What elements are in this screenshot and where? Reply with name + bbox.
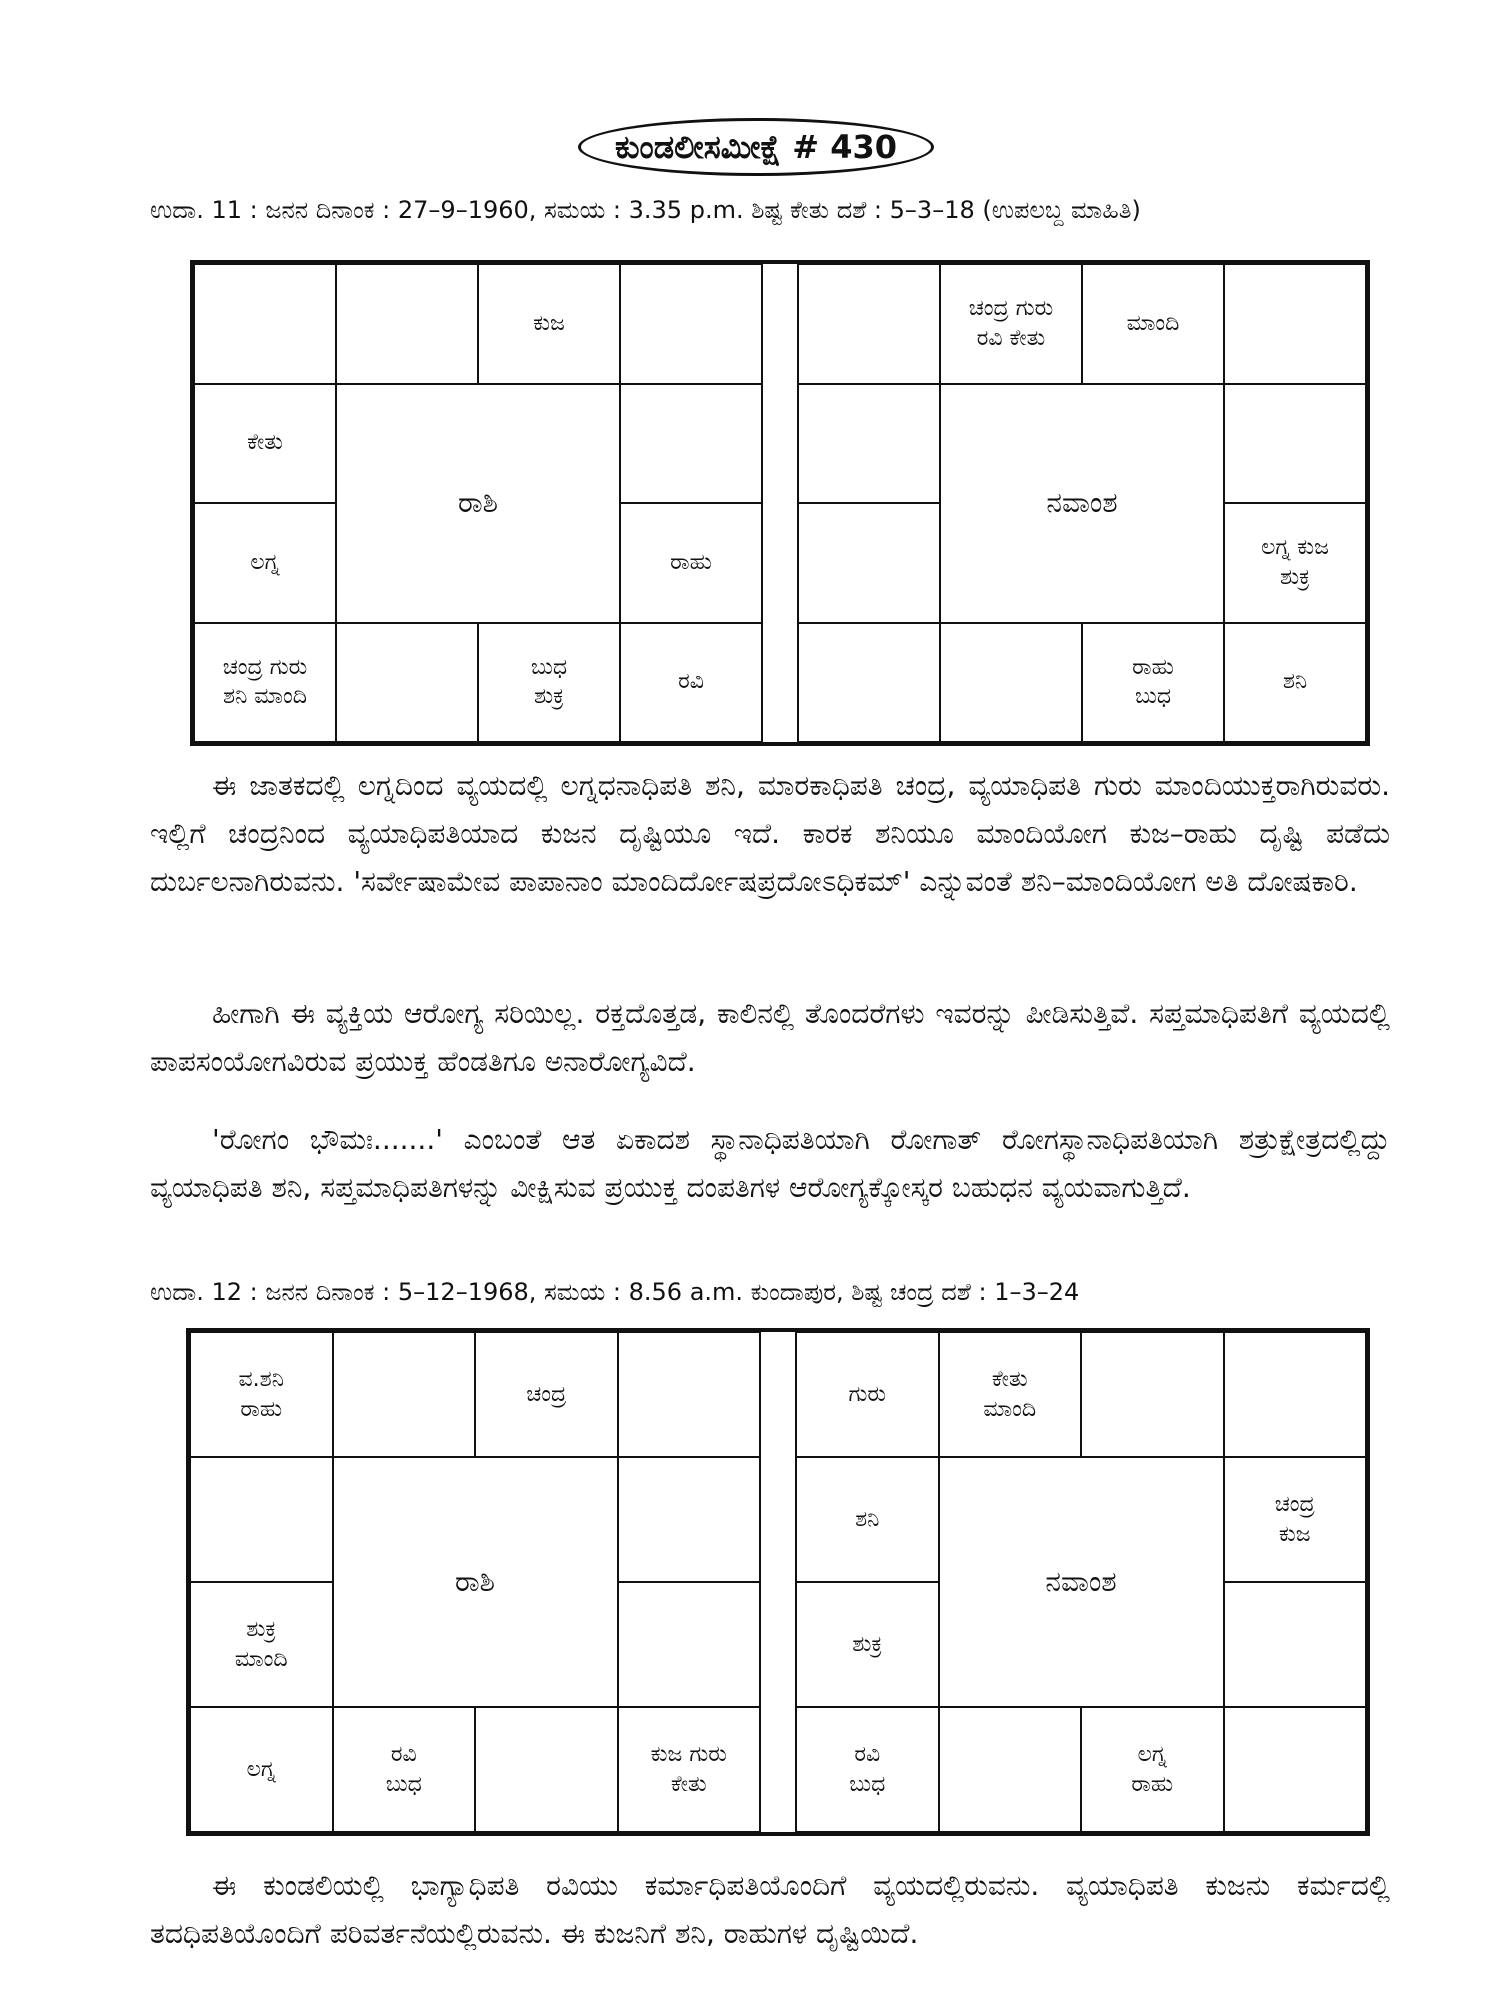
page-title: ಕುಂಡಲೀಸಮೀಕ್ಷೆ # 430 [578,118,934,176]
chart-house-cell [1223,1581,1368,1708]
chart-house-cell [1223,1706,1368,1833]
chart-house-cell [938,1706,1083,1833]
example-11-paragraph-3: 'ರೋಗಂ ಭೌಮಃ.......' ಎಂಬಂತೆ ಆತ ಏಕಾದಶ ಸ್ಥಾನಾಧಿಪತಿಯಾಗಿ ರೋಗಾತ್ ರೋಗಸ್ಥಾನಾಧಿಪತಿಯಾಗಿ ಶತ್ರುಕ್ಷೇತ್ರದಲ್ಲಿದ್ದು ವ್ಯಯಾಧಿಪತಿ ಶನಿ, ಸಪ್ತಮಾಧಿಪತಿಗಳನ್ನು ವೀಕ್ಷಿಸುವ ಪ್ರಯುಕ್ತ ದಂಪತಿಗಳ ಆರೋಗ್ಯಕ್ಕೋಸ್ಕರ ಬಹುಧನ ವ್ಯಯವಾಗುತ್ತಿದೆ. [150,1123,1390,1204]
example-11-charts [190,260,1370,746]
chart-center-label: ನವಾಂಶ [939,383,1225,624]
rashi-chart-12 [190,1332,760,1832]
chart-house-cell [797,383,941,505]
rashi-chart-11 [194,264,762,742]
chart-house-cell: ರಾಹು ಬುಧ [1081,622,1225,744]
chart-house-cell: ಚಂದ್ರ ಕುಜ [1223,1456,1368,1583]
chart-house-cell: ಶನಿ [795,1456,940,1583]
chart-house-cell: ಚಂದ್ರ ಗುರು ಶನಿ ಮಾಂದಿ [193,622,337,744]
chart-house-cell [619,263,763,385]
chart-house-cell [474,1706,619,1833]
navamsha-chart-11 [798,264,1366,742]
chart-house-cell [193,263,337,385]
chart-house-cell: ಬುಧ ಶುಕ್ರ [477,622,621,744]
chart-house-cell: ರಾಹು [619,502,763,624]
chart-house-cell: ಶುಕ್ರ ಮಾಂದಿ [189,1581,334,1708]
chart-house-cell [1223,263,1367,385]
chart-center-label: ರಾಶಿ [332,1456,619,1708]
chart-house-cell: ಮಾಂದಿ [1081,263,1225,385]
chart-house-cell: ಶುಕ್ರ [795,1581,940,1708]
chart-center-label: ರಾಶಿ [335,383,621,624]
chart-house-cell: ಶನಿ [1223,622,1367,744]
chart-center-label: ನವಾಂಶ [938,1456,1225,1708]
chart-house-cell: ಕೇತು [193,383,337,505]
chart-house-cell: ಲಗ್ನ ರಾಹು [1080,1706,1225,1833]
chart-house-cell: ಲಗ್ನ ಕುಜ ಶುಕ್ರ [1223,502,1367,624]
chart-house-cell [797,502,941,624]
chart-house-cell: ರವಿ [619,622,763,744]
chart-house-cell [619,383,763,505]
chart-house-cell: ರವಿ ಬುಧ [795,1706,940,1833]
chart-house-cell: ರವಿ ಬುಧ [332,1706,477,1833]
chart-house-cell [189,1456,334,1583]
example-12-header: ಉದಾ. 12 : ಜನನ ದಿನಾಂಕ : 5–12–1968, ಸಮಯ : 8.56 a.m. ಕುಂದಾಪುರ, ಶಿಷ್ಟ ಚಂದ್ರ ದಶೆ : 1–3–24 [150,1278,1080,1306]
chart-house-cell [332,1331,477,1458]
chart-house-cell: ಕುಜ ಗುರು ಕೇತು [617,1706,762,1833]
chart-house-cell: ಲಗ್ನ [189,1706,334,1833]
chart-house-cell [797,263,941,385]
chart-house-cell: ಚಂದ್ರ ಗುರು ರವಿ ಕೇತು [939,263,1083,385]
chart-house-cell [1223,1331,1368,1458]
chart-house-cell [617,1581,762,1708]
chart-house-cell: ಚಂದ್ರ [474,1331,619,1458]
chart-house-cell [617,1456,762,1583]
chart-house-cell: ಗುರು [795,1331,940,1458]
chart-house-cell [1223,383,1367,505]
chart-house-cell [797,622,941,744]
chart-house-cell: ಲಗ್ನ [193,502,337,624]
chart-house-cell [335,263,479,385]
chart-house-cell [335,622,479,744]
chart-house-cell [1080,1331,1225,1458]
example-11-header: ಉದಾ. 11 : ಜನನ ದಿನಾಂಕ : 27–9–1960, ಸಮಯ : 3.35 p.m. ಶಿಷ್ಟ ಕೇತು ದಶೆ : 5–3–18 (ಉಪಲಬ್ದ ಮಾಹಿತಿ) [150,196,1141,224]
chart-house-cell: ಕೇತು ಮಾಂದಿ [938,1331,1083,1458]
example-12-paragraph-1: ಈ ಕುಂಡಲಿಯಲ್ಲಿ ಭಾಗ್ಯಾಧಿಪತಿ ರವಿಯು ಕರ್ಮಾಧಿಪತಿಯೊಂದಿಗೆ ವ್ಯಯದಲ್ಲಿರುವನು. ವ್ಯಯಾಧಿಪತಿ ಕುಜನು ಕರ್ಮದಲ್ಲಿ ತದಧಿಪತಿಯೊಂದಿಗೆ ಪರಿವರ್ತನೆಯಲ್ಲಿರುವನು. ಈ ಕುಜನಿಗೆ ಶನಿ, ರಾಹುಗಳ ದೃಷ್ಟಿಯಿದೆ. [150,1869,1390,1950]
chart-house-cell [939,622,1083,744]
chart-house-cell: ವ.ಶನಿ ರಾಹು [189,1331,334,1458]
chart-house-cell [617,1331,762,1458]
example-11-paragraph-2: ಹೀಗಾಗಿ ಈ ವ್ಯಕ್ತಿಯ ಆರೋಗ್ಯ ಸರಿಯಿಲ್ಲ. ರಕ್ತದೊತ್ತಡ, ಕಾಲಿನಲ್ಲಿ ತೊಂದರೆಗಳು ಇವರನ್ನು ಪೀಡಿಸುತ್ತಿವೆ. ಸಪ್ತಮಾಧಿಪತಿಗೆ ವ್ಯಯದಲ್ಲಿ ಪಾಪಸಂಯೋಗವಿರುವ ಪ್ರಯುಕ್ತ ಹೆಂಡತಿಗೂ ಅನಾರೋಗ್ಯವಿದೆ. [150,997,1390,1078]
example-11-paragraph-1: ಈ ಜಾತಕದಲ್ಲಿ ಲಗ್ನದಿಂದ ವ್ಯಯದಲ್ಲಿ ಲಗ್ನಧನಾಧಿಪತಿ ಶನಿ, ಮಾರಕಾಧಿಪತಿ ಚಂದ್ರ, ವ್ಯಯಾಧಿಪತಿ ಗುರು ಮಾಂದಿಯುಕ್ತರಾಗಿರುವರು. ಇಲ್ಲಿಗೆ ಚಂದ್ರನಿಂದ ವ್ಯಯಾಧಿಪತಿಯಾದ ಕುಜನ ದೃಷ್ಟಿಯೂ ಇದೆ. ಕಾರಕ ಶನಿಯೂ ಮಾಂದಿಯೋಗ ಕುಜ–ರಾಹು ದೃಷ್ಟಿ ಪಡೆದು ದುರ್ಬಲನಾಗಿರುವನು. 'ಸರ್ವೇಷಾಮೇವ ಪಾಪಾನಾಂ ಮಾಂದಿರ್ದೋಷಪ್ರದೋಽಧಿಕಮ್' ಎನ್ನುವಂತೆ ಶನಿ–ಮಾಂದಿಯೋಗ ಅತಿ ದೋಷಕಾರಿ. [150,769,1390,898]
chart-house-cell: ಕುಜ [477,263,621,385]
example-12-charts [186,1328,1370,1836]
navamsha-chart-12 [796,1332,1366,1832]
